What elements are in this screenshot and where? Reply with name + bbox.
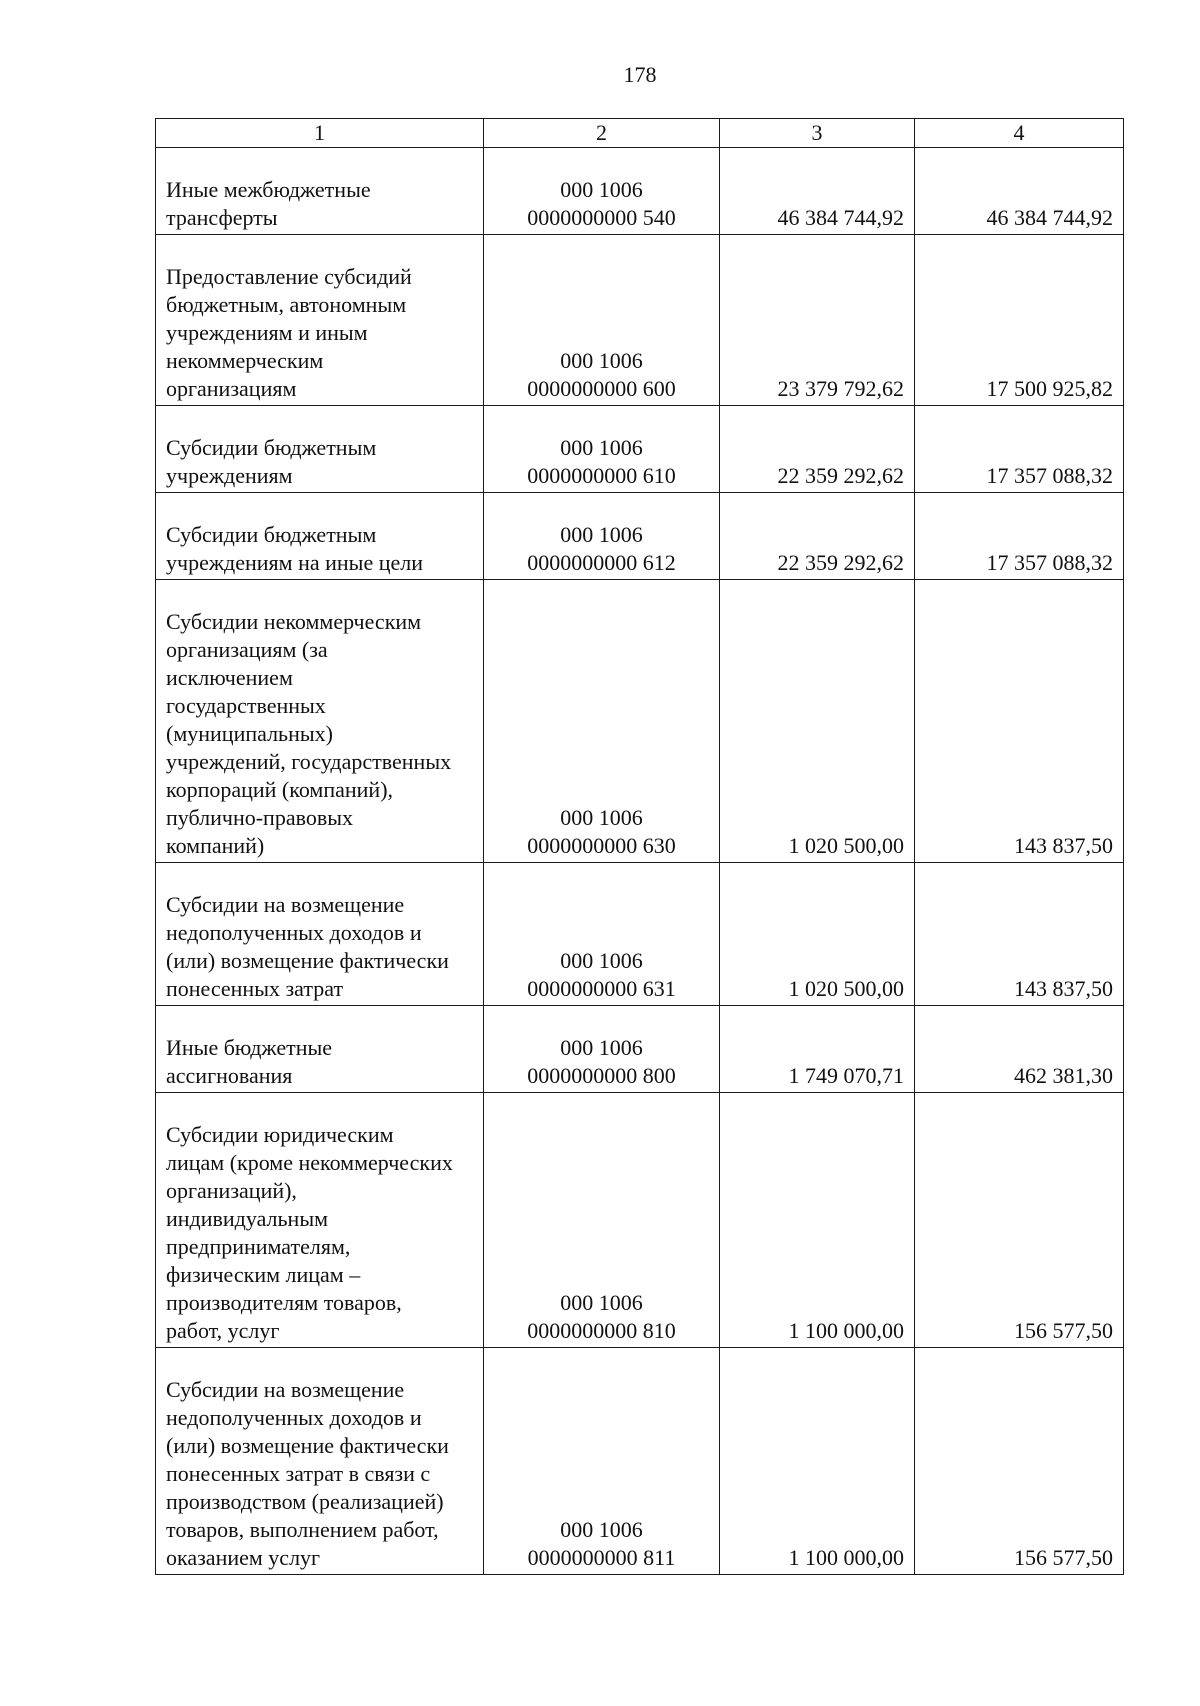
row-name-line: учреждениям на иные цели	[166, 550, 423, 575]
row-code-line: 0000000000 612	[527, 550, 676, 575]
row-amount-col3: 23 379 792,62	[720, 235, 915, 406]
row-name-line: предпринимателям,	[166, 1234, 351, 1259]
row-name-cell	[156, 1093, 484, 1348]
row-name-line: Субсидии некоммерческим	[166, 609, 422, 634]
row-amount-col3: 1 020 500,00	[720, 863, 915, 1006]
row-code-line: 0000000000 631	[527, 976, 676, 1001]
row-code-line: 000 1006	[560, 805, 643, 830]
row-code-cell	[484, 235, 720, 406]
row-code-cell	[484, 863, 720, 1006]
row-amount-col4: 17 500 925,82	[915, 235, 1124, 406]
row-code-line: 000 1006	[560, 177, 643, 202]
row-name-line: производителям товаров,	[166, 1290, 402, 1315]
row-code-cell	[484, 493, 720, 580]
budget-table	[155, 118, 1124, 1575]
row-name-cell	[156, 148, 484, 235]
row-name-line: понесенных затрат в связи с	[166, 1461, 431, 1486]
table-row	[156, 235, 1124, 406]
table-row	[156, 1006, 1124, 1093]
row-name-line: Иные бюджетные	[166, 1035, 333, 1060]
row-amount-col3: 1 749 070,71	[720, 1006, 915, 1093]
row-code-line: 0000000000 811	[527, 1545, 676, 1570]
row-name-line: (или) возмещение фактически	[166, 948, 449, 973]
row-name-line: Субсидии бюджетным	[166, 522, 377, 547]
row-name-line: корпораций (компаний),	[166, 777, 394, 802]
row-name-cell	[156, 1348, 484, 1575]
row-code-line: 0000000000 810	[527, 1318, 676, 1343]
row-name-line: ассигнования	[166, 1063, 293, 1088]
row-amount-col3: 22 359 292,62	[720, 493, 915, 580]
row-name-line: учреждениям и иным	[166, 320, 368, 345]
row-name-line: Субсидии на возмещение	[166, 1377, 405, 1402]
row-name-line: организациям (за	[166, 637, 328, 662]
table-row	[156, 493, 1124, 580]
row-name-line: государственных	[166, 693, 326, 718]
row-name-line: (муниципальных)	[166, 721, 333, 746]
row-amount-col3: 46 384 744,92	[720, 148, 915, 235]
row-amount-col4: 17 357 088,32	[915, 406, 1124, 493]
row-name-line: индивидуальным	[166, 1206, 329, 1231]
header-col-1: 1	[156, 119, 484, 148]
table-row	[156, 1093, 1124, 1348]
row-name-cell	[156, 863, 484, 1006]
row-name-line: учреждений, государственных	[166, 749, 452, 774]
row-name-line: некоммерческим	[166, 348, 324, 373]
header-col-2: 2	[484, 119, 720, 148]
table-header-row	[156, 119, 1124, 148]
row-name-line: Субсидии юридическим	[166, 1122, 394, 1147]
row-amount-col4: 462 381,30	[915, 1006, 1124, 1093]
row-code-line: 0000000000 540	[527, 205, 676, 230]
row-name-line: публично-правовых	[166, 805, 353, 830]
row-code-cell	[484, 406, 720, 493]
row-name-cell	[156, 580, 484, 863]
row-code-line: 0000000000 800	[527, 1063, 676, 1088]
row-name-line: недополученных доходов и	[166, 920, 422, 945]
row-code-line: 000 1006	[560, 1035, 643, 1060]
row-name-cell	[156, 1006, 484, 1093]
row-amount-col4: 156 577,50	[915, 1093, 1124, 1348]
row-code-line: 0000000000 600	[527, 376, 676, 401]
row-amount-col4: 17 357 088,32	[915, 493, 1124, 580]
row-amount-col4: 143 837,50	[915, 580, 1124, 863]
row-name-cell	[156, 406, 484, 493]
row-name-line: оказанием услуг	[166, 1545, 321, 1570]
row-name-line: (или) возмещение фактически	[166, 1433, 449, 1458]
row-code-line: 000 1006	[560, 1290, 643, 1315]
row-name-line: трансферты	[166, 205, 278, 230]
table-row	[156, 863, 1124, 1006]
row-code-cell	[484, 580, 720, 863]
row-name-line: товаров, выполнением работ,	[166, 1517, 439, 1542]
row-code-line: 000 1006	[560, 1517, 643, 1542]
row-amount-col4: 46 384 744,92	[915, 148, 1124, 235]
row-name-line: производством (реализацией)	[166, 1489, 444, 1514]
row-code-line: 000 1006	[560, 948, 643, 973]
row-code-cell	[484, 148, 720, 235]
header-col-4: 4	[915, 119, 1124, 148]
row-amount-col3: 1 100 000,00	[720, 1348, 915, 1575]
row-name-line: работ, услуг	[166, 1318, 280, 1343]
row-name-line: Субсидии на возмещение	[166, 892, 405, 917]
table-row	[156, 148, 1124, 235]
row-name-line: организаций),	[166, 1178, 297, 1203]
row-name-line: Субсидии бюджетным	[166, 435, 377, 460]
row-name-line: бюджетным, автономным	[166, 292, 407, 317]
row-code-cell	[484, 1006, 720, 1093]
header-col-3: 3	[720, 119, 915, 148]
row-code-cell	[484, 1348, 720, 1575]
table-row	[156, 406, 1124, 493]
row-code-cell	[484, 1093, 720, 1348]
row-name-line: Предоставление субсидий	[166, 264, 412, 289]
row-amount-col3: 1 100 000,00	[720, 1093, 915, 1348]
row-name-line: организациям	[166, 376, 297, 401]
row-code-line: 0000000000 630	[527, 833, 676, 858]
row-name-cell	[156, 235, 484, 406]
table-row	[156, 1348, 1124, 1575]
row-code-line: 000 1006	[560, 522, 643, 547]
row-amount-col4: 156 577,50	[915, 1348, 1124, 1575]
row-amount-col3: 1 020 500,00	[720, 580, 915, 863]
table-body	[156, 148, 1124, 1575]
row-name-line: понесенных затрат	[166, 976, 344, 1001]
row-name-line: компаний)	[166, 833, 265, 858]
row-name-line: исключением	[166, 665, 293, 690]
row-amount-col3: 22 359 292,62	[720, 406, 915, 493]
row-code-line: 000 1006	[560, 435, 643, 460]
page-number: 178	[623, 62, 657, 87]
row-amount-col4: 143 837,50	[915, 863, 1124, 1006]
row-name-line: физическим лицам –	[166, 1262, 361, 1287]
table-row	[156, 580, 1124, 863]
row-name-line: Иные межбюджетные	[166, 177, 371, 202]
row-name-cell	[156, 493, 484, 580]
row-code-line: 000 1006	[560, 348, 643, 373]
row-name-line: недополученных доходов и	[166, 1405, 422, 1430]
row-code-line: 0000000000 610	[527, 463, 676, 488]
row-name-line: учреждениям	[166, 463, 293, 488]
row-name-line: лицам (кроме некоммерческих	[166, 1150, 453, 1175]
